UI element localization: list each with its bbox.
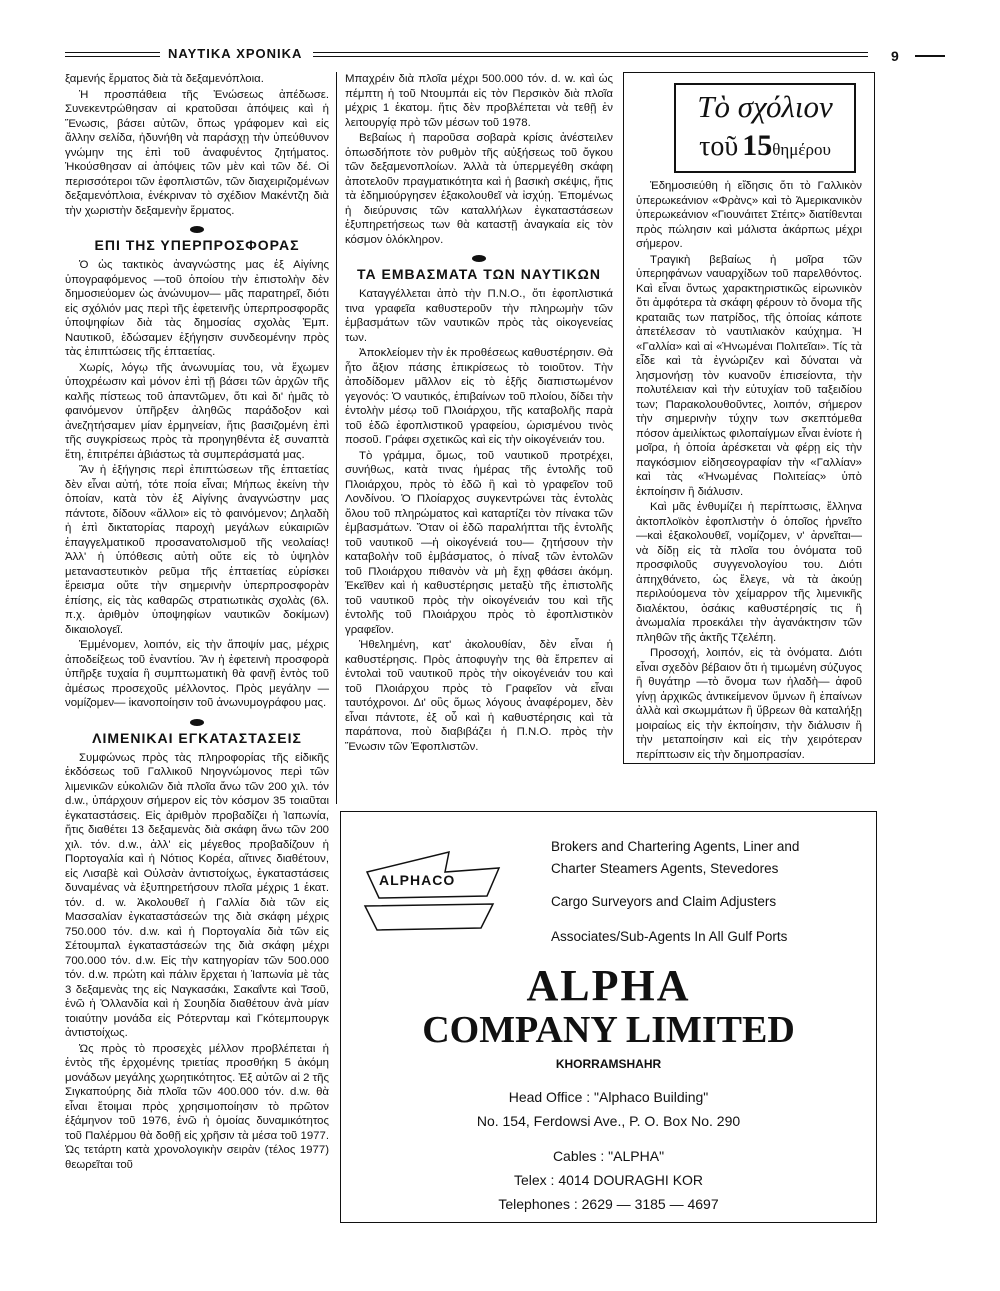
- commentary-box: [623, 72, 875, 764]
- column-1: [65, 72, 329, 1173]
- commentary-text: [636, 179, 862, 763]
- section-ornament: [190, 226, 204, 233]
- logo-text: ALPHACO: [379, 872, 456, 888]
- col1-s1-p3: Ἂν ἡ ἐξήγησις περὶ ἐπιπτώσεων τῆς ἑπταετίας δὲν εἶναι αὐτή, τότε ποία εἶναι; Μήπως ἐκείνη τὴν ὁποίαν, κατὰ τὸν ἐξ Αἰγίνης ἀναγνώστην μας πάντοτε, δίδουν «ἄλλοι» εἰς τὸ φαινόμενον; Δηλαδὴ ἡ ἐπὶ δικτατορίας παροχὴ μεγάλων εὐκαιριῶν ἐπαγγελματικοῦ προσανατολισμοῦ τῆς νεολαίας! Ἀλλ' ἡ ὑπόθεσις αὐτὴ οὔτε εἰς τὸ ὑψηλὸν μεταναστευτικὸν ρεῦμα τῆς ἑπταετίας εὑρίσκει ἔρεισμα οὔτε τὴν σημερινὴν ὑπερπροσφορὰν ἐπίσης, εἰς τὰς καθαρῶς στρατιωτικὰς σχολὰς (6λ. π.χ. ἀριθμὸν ὑποψηφίων ναυτικῶν δοκίμων) δικαιολογεῖ.: [65, 464, 329, 636]
- cables-line: Cables : "ALPHA": [552, 1148, 665, 1164]
- col1-intro-p1: ξαμενής ἕρματος διὰ τὰ δεξαμενόπλοια.: [65, 73, 264, 85]
- col1-s1-p1: Ὁ ὡς τακτικὸς ἀναγνώστης μας ἐξ Αἰγίνης ὑπογραφόμενος —τοῦ ὁποίου τὴν ἐπιστολὴν δὲν δημοσιεύομεν ὡς ἀνώνυμον— μᾶς παρατηρεῖ, διότι εἰς σχόλιόν μας περὶ τῆς ἐφετεινῆς ὑπερπροσφορᾶς ὑποψηφίων διὰ τὰς δημοσίας σχολὰς Ἐμπ. Ναυτικοῦ, ἐδώσαμεν ἐξήγησιν συνδεομένην πρὸς τὰς ἐπιπτώσεις τῆς ἑπταετίας.: [65, 259, 329, 358]
- col3-p3: Καὶ μᾶς ἐνθυμίζει ἡ περίπτωσις, ἕλληνα ἀκτοπλοϊκὸν ἐφοπλιστὴν ὁ ὁποῖος ἠρνεῖτο —καὶ ἐξακολουθεῖ, νομίζομεν, ν' ἀρνεῖται— νὰ δίδῃ εἰς τὰ πλοῖα του ὀνόματα τοῦ προσφιλοῦς συγγενολογίου του. Διότι ἀπηχθάνετο, ὡς ἔλεγε, νὰ τὰ ἀκούῃ περιλούομενα τὸν χείμαρρον τῆς λιμενικῆς διαλέκτου, ὁσάκις καθυστέρησίς τις ἢ ἀνωμαλία προεκάλει τὴν ἀγανάκτησιν τῶν πληθῶν τῆς ἀκτῆς Τζελέπη.: [636, 501, 862, 644]
- telephones-line: Telephones : 2629 — 3185 — 4697: [498, 1196, 719, 1212]
- header-rule-right-2: [313, 56, 868, 57]
- commentary-title-tou: τοῦ: [699, 131, 739, 162]
- commentary-title-word: θημέρου: [772, 140, 831, 159]
- header-rule-left-2: [65, 56, 160, 57]
- magazine-title: ΝΑΥΤΙΚΑ ΧΡΟΝΙΚΑ: [168, 46, 303, 61]
- commentary-title: [674, 83, 856, 173]
- col2-s-p2: Ἀποκλείομεν τὴν ἐκ προθέσεως καθυστέρησιν. Θὰ ἦτο ἄξιον πάσης ἐπικρίσεως τὸ τοιοῦτον. Τὴν ἀποδίδομεν μᾶλλον εἰς τὸ ἑξῆς διαπιστωμένον γεγονός: Ὁ ναυτικός, ἐπιβαίνων τοῦ πλοίου, δίδει τὴν ἐντολὴν μέσῳ τοῦ Πλοιάρχου, τῆς καταβολῆς παρὰ τοῦ ἐδῶ ἐφοπλιστικοῦ γραφείου, ὡρισμένου τινὸς ποσοῦ. Γράφει σχετικῶς καὶ εἰς τὴν οἰκογένειάν του.: [345, 347, 613, 446]
- section-title-remittances: ΤΑ ΕΜΒΑΣΜΑΤΑ ΤΩΝ ΝΑΥΤΙΚΩΝ: [357, 266, 601, 282]
- head-office-line: Head Office : "Alphaco Building": [508, 1089, 709, 1105]
- ad-services-line-4: Associates/Sub-Agents In All Gulf Ports: [551, 929, 788, 944]
- column-divider-1: [336, 72, 337, 804]
- col3-p1: Ἐδημοσιεύθη ἡ εἴδησις ὅτι τὸ Γαλλικὸν ὑπερωκεάνιον «Φρὰνς» καὶ τὸ Ἀμερικανικὸν ὑπερωκεάνιον «Γιουνάιτετ Στέιτς» διατίθενται πρὸς πώλησιν καὶ μάλιστα ἀκάρπως μέχρι σήμερον.: [636, 180, 862, 250]
- alphaco-logo: [359, 844, 509, 944]
- col1-intro-p2: Ἡ προσπάθεια τῆς Ἑνώσεως ἀπέδωσε. Συνεκεντρώθησαν αἱ κρατοῦσαι ἀπόψεις καὶ ἡ Ἕνωσις, βάσει αὐτῶν, ὅπως γράφομεν καὶ εἰς ἄλλην σελίδα, ἠδυνήθη νὰ παράσχῃ τὴν ὑπεύθυνον γνώμην της ἐπὶ τοῦ ἀναφυέντος ζητήματος. Ἠκούσθησαν αἱ ἀπόψεις τῶν μὲν καὶ τῶν δέ. Οἱ περισσότεροι τῶν ἐφοπλιστῶν, τῶν διαχειριζομένων δεξαμενόπλοια, ἐνέκριναν τὸ σχέδιον Μακέντζη διὰ τὴν χωριστὴν δεξαμενὴν ἕρματος.: [65, 88, 329, 217]
- col1-s2-p1: Συμφώνως πρὸς τὰς πληροφορίας τῆς εἰδικῆς ἐκδόσεως τοῦ Γαλλικοῦ Νηογνώμονος περὶ τῶν λιμενικῶν εὐκολιῶν διὰ πλοῖα ἄνω τῶν 200 χιλ. τόν d.w., ὑπάρχουν σήμερον εἰς τὸν κόσμον 35 τοιαῦται ἐγκαταστάσεις. Εἰς ἀριθμὸν προβαδίζει ἡ Ἰαπωνία, ἥτις διαθέτει 13 δεξαμενὰς διὰ σκάφη ἄνω τῶν 200 χιλ. τόν. d.w., ἀλλ' εἰς μέγεθος προβαδίζουν ἡ Πορτογαλία καὶ ἡ Νότιος Κορέα, αἵτινες διαθέτουν, εἰς Λισαβὲ καὶ Οὐλσὰν ἀντιστοίχως, ἐγκαταστάσεις δυναμένας νὰ ἐξυπηρετήσουν πλοῖα μέχρις 1 ἑκατ. τόν. d. w. Ἀκολουθεῖ ἡ Γαλλία διὰ τῶν εἰς Μασσαλίαν ἐγκαταστάσεών της διὰ σκάφη μέχρις 750.000 τόν. d.w. καὶ ἡ Πορτογαλία διὰ τῶν εἰς Σέτουμπαλ ἐγκαταστάσεών της διὰ σκάφη μέχρι 700.000 τόν. d.w. Εἰς τὴν κατηγορίαν τῶν 500.000 τόν. d.w. πρώτη καὶ πάλιν ἔρχεται ἡ Ἰαπωνία μὲ τὰς 3 δεξαμενὰς της εἰς Ναγκασάκι, Σακαΐντε καὶ Τσοῦ, ἐνῶ ἡ Ὁλλανδία καὶ ἡ Σουηδία διαθέτουν ἀνὰ μίαν τοιαύτην μονάδα εἰς Ρότερνταμ καὶ Γκότεμπουργκ ἀντιστοίχως.: [65, 751, 329, 1039]
- alphaco-advertisement: [340, 811, 877, 1223]
- col2-intro-p1: Μπαχρέιν διὰ πλοῖα μέχρι 500.000 τόν. d. w. καὶ ὡς πέμπτη ἡ τοῦ Ντουμπάι εἰς τὸν Περσικὸν διὰ πλοῖα μέχρις 1 ἑκατομ. ἥτις δὲν προβλέπεται νὰ τεθῇ ἐν λειτουργίᾳ πρὸ τῶν μέσων τοῦ 1978.: [345, 73, 613, 129]
- col2-s-p4: Ἠθελημένη, κατ' ἀκολουθίαν, δὲν εἶναι ἡ καθυστέρησις. Πρὸς ἀποφυγὴν της θὰ ἔπρεπεν αἱ ἐντολαὶ τοῦ ναυτικοῦ πρὸς τὴν οἰκογένειάν του καὶ τοῦ Πλοιάρχου πρὸς τὸ Γραφεῖον νὰ εἶναι ταυτόχρονοι. Δι' οὓς ὅμως λόγους ἀναφέρομεν, δὲν εἶναι πάντοτε, ἐξ οὗ καὶ ἡ καθυστέρησις καὶ τὰ παράπονα, ποὺ διαβιβάζει ἡ Π.Ν.Ο. πρὸς τὴν Ἕνωσιν τῶν Ἐφοπλιστῶν.: [345, 639, 613, 753]
- header-rule-right-1: [313, 52, 868, 53]
- telex-line: Telex : 4014 DOURAGHI KOR: [513, 1172, 704, 1188]
- commentary-title-line2: [676, 127, 854, 170]
- page-number: 9: [891, 48, 899, 64]
- col1-s2-p2: Ὡς πρὸς τὸ προσεχὲς μέλλον προβλέπεται ἡ ἐντὸς τῆς ἐρχομένης τριετίας προσθήκη 5 ἀκόμη μονάδων μεγάλης χωρητικότητος. Ἐξ αὐτῶν αἱ 2 τῆς Σιγκαπούρης διὰ πλοῖα τῶν 400.000 τόν. d.w. θὰ εἶναι ἕτοιμαι πρὸς χρησιμοποίησιν τὸ πρῶτον ἑξάμηνον τοῦ 1976, ἐνῶ ἡ ὁμοίας δυναμικότητος τοῦ Παλέρμου θὰ δοθῇ εἰς χρῆσιν τὰ μέσα τοῦ 1977. Ὡς τετάρτη κατὰ χρονολογικὴν σειρὰν (τέλος 1977) θεωρεῖται τοῦ: [65, 1042, 329, 1171]
- col1-s1-p4: Ἐμμένομεν, λοιπόν, εἰς τὴν ἄποψίν μας, μέχρις ἀποδείξεως τοῦ ἐναντίου. Ἂν ἡ ἐφετεινὴ προσφορὰ ὑπῆρξε τυχαία ἢ συμπτωματικὴ θὰ φανῇ ἐντὸς τοῦ ἀμέσως προσεχοῦς μέλλοντος. Πρὸς μεγάλην —νομίζομεν— ἱκανοποίησιν τοῦ ἀνωνυμογράφου μας.: [65, 639, 329, 709]
- col2-intro-p2: Βεβαίως ἡ παροῦσα σοβαρὰ κρίσις ἀνέστειλεν ὁπωσδήποτε τὸν ρυθμὸν τῆς αὐξήσεως τοῦ ὄγκου τῶν δεξαμενοπλοίων. Ἀλλὰ τὰ ὑπερμεγέθη σκάφη ἀποτελοῦν πραγματικότητα καὶ ἡ βασικὴ σκέψις, ἥτις τὰ ἐδημιούργησεν ἐξακολουθεῖ νὰ ἰσχύῃ. Ἑπομένως ἡ διεύρυνσις τῶν καταλλήλων ἐγκαταστάσεων ἐξυπηρετήσεως των θὰ καταστῇ ἀναγκαία εἰς τὸν κόσμον ὁλόκληρον.: [345, 132, 613, 246]
- section-ornament: [190, 719, 204, 726]
- header-rule-page: [915, 55, 945, 57]
- col3-p2: Τραγικὴ βεβαίως ἡ μοῖρα τῶν ὑπερηφάνων ναυαρχίδων τοῦ παρελθόντος. Καὶ εἶναι ὄντως χαρακτηριστικῶς εἰρωνικὸν ὅτι ἀμφότερα τὰ σκάφη φέρουν τὸ ὄνομα τῆς κραταιᾶς των πατρίδος, τῆς ὁποίας κάποτε ἀπετέλεσαν τὸ ναυτιλιακὸν καύχημα. Ἡ «Γαλλία» καὶ αἱ «Ἡνωμέναι Πολιτεῖαι». Τίς τὰ εἶδε καὶ τὰ ἐγνώριζεν καὶ δύναται νὰ λησμονήσῃ τὸν κυανοῦν ἐπισείοντα, τὴν πολυτέλειαν καὶ τὴν εὐτυχίαν τοῦ ταξειδίου των; Παρακολουθοῦντες, λοιπόν, σήμερον τὴν σημερινὴν τύχην των σκεπτόμεθα πόσον ἀμειλίκτως φιλοπαίγμων εἶναι ἐνίοτε ἡ μοῖρα, ἡ ὁποία ἀρέσκεται νὰ φέρῃ εἰς τὴν παγκόσμιον εἰδησεογραφίαν τὴν «Γαλλίαν» καὶ τὰς «Ἡνωμένας Πολιτείας» ὑπὸ ἐκποίησιν ἢ διάλυσιν.: [636, 253, 862, 498]
- ad-services-line-3: Cargo Surveyors and Claim Adjusters: [551, 894, 777, 909]
- address-line: No. 154, Ferdowsi Ave., P. O. Box No. 290: [476, 1113, 741, 1129]
- commentary-title-line1: Τὸ σχόλιον: [697, 89, 833, 124]
- section-title-port-facilities: ΛΙΜΕΝΙΚΑΙ ΕΓΚΑΤΑΣΤΑΣΕΙΣ: [92, 729, 302, 746]
- section-ornament: [472, 255, 486, 262]
- ad-services-line-1: Brokers and Chartering Agents, Liner and: [551, 839, 800, 854]
- col2-s-p1: Καταγγέλλεται ἀπὸ τὴν Π.Ν.Ο., ὅτι ἐφοπλιστικά τινα γραφεῖα καθυστεροῦν τὴν πληρωμὴν τῶν ἐμβασμάτων τῶν ναυτικῶν πρὸς τὰς οἰκογενείας των.: [345, 288, 613, 344]
- column-2: [345, 72, 613, 755]
- ad-services-line-2: Charter Steamers Agents, Stevedores: [551, 861, 779, 876]
- col3-p4: Προσοχή, λοιπόν, εἰς τὰ ὀνόματα. Διότι εἶναι σχεδὸν βέβαιον ὅτι ἡ τιμωμένη σύζυγος ἢ θυγάτηρ —τὸ ὄνομα των ἠλαδὴ— ἀφοῦ γίνῃ ἀρχικῶς ἀντικείμενον ὕμνων ἢ ἐπαίνων ἀλλὰ καὶ σκωμμάτων ἢ ὕβρεων θὰ καταλήξῃ μοιραίως εἰς τὴν ἐκποίησιν, τὴν διάλυσιν ἢ τὴν μεταποίησιν καὶ εἰς τὴν χειρότεραν περίπτωσιν εἰς τὴν δημοπρασίαν.: [636, 647, 862, 761]
- commentary-title-number: 15: [742, 129, 773, 162]
- ship-logo-icon: [359, 844, 509, 944]
- section-title-oversupply: ΕΠΙ ΤΗΣ ΥΠΕΡΠΡΟΣΦΟΡΑΣ: [94, 237, 300, 253]
- header-rule-left-1: [65, 52, 160, 53]
- company-city: KHORRAMSHAHR: [555, 1057, 662, 1071]
- company-name-line-1: ALPHA: [526, 961, 691, 1010]
- header: [65, 45, 945, 67]
- col2-s-p3: Τὸ γράμμα, ὅμως, τοῦ ναυτικοῦ προτρέχει, συνήθως, κατὰ τινας ἡμέρας τῆς ἐντολῆς τοῦ Πλοιάρχου, πρὸς τὸ ἐδῶ ἢ καὶ τὸ γραφεῖον τοῦ Λονδίνου. Ὁ Πλοίαρχος συγκεντρώνει τὰς ἐντολὰς ὅλου τοῦ πληρώματος καὶ καταρτίζει τὸν πίνακα τῶν ἐμβασμάτων. Ὅταν οἱ ἐδῶ παραλήπται τῆς ἐντολῆς τοῦ ναυτικοῦ —ἡ οἰκογένειά του— ζητήσουν τὴν καταβολὴν τοῦ ἐμβάσματος, ὁ πίναξ τῶν ἐντολῶν τοῦ Πλοιάρχου πιθανὸν νὰ μὴ ἔχῃ φθάσει ἀκόμη. Ἐκεῖθεν καὶ ἡ καθυστέρησις μεταξὺ τῆς ἐπιστολῆς τοῦ ναυτικοῦ πρὸς τὴν οἰκογένειάν του καὶ τῆς ἐντολῆς τοῦ Πλοιάρχου πρὸς τὸ ἐφοπλιστικὸν γραφεῖον.: [345, 449, 613, 636]
- company-name-line-2: COMPANY LIMITED: [422, 1009, 795, 1051]
- col1-s1-p2: Χωρίς, λόγῳ τῆς ἀνωνυμίας του, νὰ ἔχωμεν ὑποχρέωσιν καὶ μόνον ἐπὶ τῇ βάσει τῶν ἀρχῶν τῆς καλῆς πίστεως τοῦ ἀπαντῶμεν, ὅτι καὶ δι' ἡμᾶς τὸ φαινόμενον ὑπῆρξεν ἀληθῶς παράδοξον καὶ ἀνεζητήσαμεν μίαν ἑρμηνείαν, ἥτις βασιζομένη ἐπὶ τῆς συγκρίσεως πρὸς τὰ προηγηθέντα ἐξ συναπτὰ ἔτη, ἐπιτρέπει ἀβιάστως τὰ συμπεράσματά μας.: [65, 361, 329, 461]
